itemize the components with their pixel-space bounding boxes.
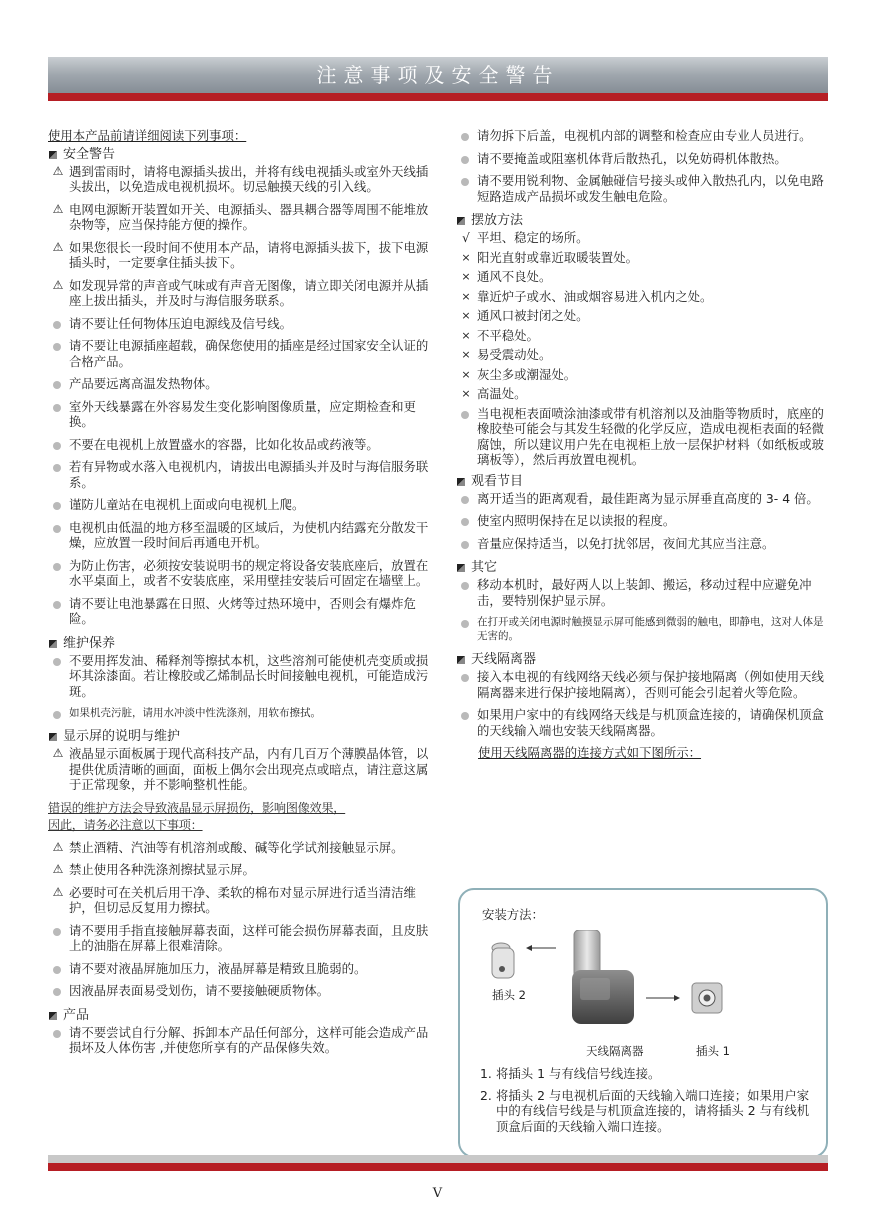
banner-red-stripe — [48, 93, 828, 101]
list-item-text: 请不要尝试自行分解、拆卸本产品任何部分，这样可能会造成产品损坏及人体伤害 ,并使您所享有的产品保修失效。 — [69, 1024, 429, 1055]
list-item — [456, 173, 830, 204]
warning-icon: ⚠ — [52, 839, 64, 854]
product-list — [48, 1025, 438, 1056]
list-item-text: 音量应保持适当，以免打扰邻居，夜间尤其应当注意。 — [477, 535, 775, 551]
install-step-1 — [480, 1066, 820, 1082]
bullet-dot-icon — [53, 502, 61, 510]
list-item-text: 易受震动处。 — [477, 347, 552, 362]
bullet-dot-icon — [461, 411, 469, 419]
screen-warning-line1: 错误的维护方法会导致液晶显示屏损伤，影响图像效果， — [48, 800, 346, 815]
list-item-text: 不要用挥发油、稀释剂等擦拭本机，这些溶剂可能使机壳变质或损坏其涂漆面。若让橡胶或乙烯制品长时间接触电视机，可能造成污斑。 — [69, 652, 429, 699]
list-item-text: 灰尘多或潮湿处。 — [477, 366, 577, 382]
warning-icon: ⚠ — [52, 239, 64, 254]
watching-list — [456, 491, 830, 552]
list-item-text: 如发现异常的声音或气味或有声音无图像，请立即关闭电源并从插座上拔出插头，并及时与海信服务联系。 — [69, 277, 429, 308]
list-item-text: 接入本电视的有线网络天线必须与保护接地隔离（例如使用天线隔离器来进行保护接地隔离），否则可能会引起着火等危险。 — [477, 669, 824, 700]
warning-icon: ⚠ — [52, 884, 64, 899]
list-item-text: 请不要让任何物体压迫电源线及信号线。 — [69, 315, 293, 331]
diagram-graphic — [490, 930, 810, 1062]
bullet-dot-icon — [53, 321, 61, 329]
maintenance-list — [48, 653, 438, 721]
list-item — [48, 240, 438, 271]
cross-icon: × — [461, 309, 471, 322]
arrow-right-icon — [646, 995, 680, 1001]
list-item — [48, 706, 438, 720]
bullet-dot-icon — [53, 442, 61, 450]
bullet-dot-icon — [461, 541, 469, 549]
bullet-dot-icon — [461, 712, 469, 720]
list-item-text: 禁止使用各种洗涤剂擦拭显示屏。 — [69, 862, 255, 877]
list-item-text: 禁止酒精、汽油等有机溶剂或酸、碱等化学试剂接触显示屏。 — [69, 839, 404, 855]
list-item — [48, 558, 438, 589]
page-number: V — [432, 1186, 443, 1201]
screen-list — [48, 840, 438, 999]
bullet-dot-icon — [461, 156, 469, 164]
cross-icon: × — [461, 387, 471, 400]
safety-list — [48, 164, 438, 627]
intro-text: 使用本产品前请详细阅读下列事项： — [48, 128, 247, 143]
list-item — [456, 707, 830, 738]
list-item-text: 高温处。 — [477, 386, 527, 401]
list-item — [48, 1025, 438, 1056]
section-heading-screen: 显示屏的说明与维护 — [48, 727, 438, 746]
list-item-text: 为防止伤害，必须按安装说明书的规定将设备安装底座后，放置在水平桌面上，或者不安装底座，采用壁挂安装后可固定在墙壁上。 — [69, 557, 429, 588]
warning-icon: ⚠ — [52, 201, 64, 216]
list-item-text: 请不要用手指直接触屏幕表面，这样可能会损伤屏幕表面，且皮肤上的油脂在屏幕上很难清除。 — [69, 922, 429, 953]
list-item — [456, 669, 830, 700]
list-item-text: 请勿拆下后盖，电视机内部的调整和检查应由专业人员进行。 — [477, 128, 812, 143]
bullet-dot-icon — [461, 518, 469, 526]
bullet-dot-icon — [461, 496, 469, 504]
list-item-text: 靠近炉子或水、油或烟容易进入机内之处。 — [477, 288, 713, 304]
list-item — [48, 653, 438, 700]
plug-1-label: 插头 1 — [696, 1044, 730, 1058]
warning-icon: ⚠ — [52, 862, 64, 876]
list-item-text: 室外天线暴露在外容易发生变化影响图像质量，应定期检查和更换。 — [69, 398, 416, 429]
list-item-text: 平坦、稳定的场所。 — [477, 230, 589, 245]
right-column — [456, 128, 830, 761]
list-item-text: 如果您很长一段时间不使用本产品，请将电源插头拔下，拔下电源插头时，一定要拿住插头拔下。 — [69, 239, 429, 270]
list-item — [456, 513, 830, 529]
warning-icon: ⚠ — [52, 163, 64, 178]
list-item-text: 阳光直射或靠近取暖装置处。 — [477, 249, 639, 265]
bullet-dot-icon — [53, 1030, 61, 1038]
other-list — [456, 577, 830, 643]
bullet-dot-icon — [53, 601, 61, 609]
list-item-text: 不要在电视机上放置盛水的容器，比如化妆品或药液等。 — [69, 436, 379, 452]
arrow-left-icon — [526, 945, 556, 951]
list-item — [48, 596, 438, 627]
list-item-text: 请不要掩盖或阻塞机体背后散热孔，以免妨碍机体散热。 — [477, 150, 787, 166]
list-item — [48, 202, 438, 233]
list-item-text: 离开适当的距离观看，最佳距离为显示屏垂直高度的 3- 4 倍。 — [477, 490, 819, 506]
list-item — [456, 128, 830, 144]
list-item — [456, 308, 830, 324]
list-item — [48, 399, 438, 430]
isolator-list — [456, 669, 830, 738]
list-item-text: 产品要远离高温发热物体。 — [69, 376, 218, 391]
list-item-text: 通风不良处。 — [477, 269, 552, 284]
bullet-dot-icon — [53, 381, 61, 389]
left-column — [48, 128, 438, 1063]
bullet-dot-icon — [53, 966, 61, 974]
list-item — [456, 269, 830, 285]
bullet-dot-icon — [53, 711, 61, 719]
list-item-text: 移动本机时，最好两人以上装卸、搬运，移动过程中应避免冲击，要特别保护显示屏。 — [477, 577, 812, 608]
list-item — [48, 862, 438, 878]
warning-icon: ⚠ — [52, 277, 64, 292]
bullet-dot-icon — [461, 620, 469, 628]
list-item — [48, 840, 438, 856]
install-panel — [458, 888, 828, 1158]
list-item — [456, 347, 830, 363]
screen-note — [48, 746, 438, 793]
list-item-text: 电视机由低温的地方移至温暖的区域后，为使机内结露充分散发干燥，应放置一段时间后再通电开机。 — [69, 519, 429, 550]
step-1-text: 将插头 1 与有线信号线连接。 — [496, 1066, 661, 1081]
list-item — [48, 278, 438, 309]
list-item-text: 当电视柜表面喷涂油漆或带有机溶剂以及油脂等物质时，底座的橡胶垫可能会与其发生轻微的化学反应，造成电视柜表面的轻微腐蚀，所以建议用户先在电视柜上放一层保护材料（如纸板或玻璃板等），然后再放置电视机。 — [477, 405, 824, 467]
list-item — [48, 961, 438, 977]
placement-list — [456, 230, 830, 468]
bullet-dot-icon — [53, 658, 61, 666]
list-item-text: 通风口被封闭之处。 — [477, 308, 589, 323]
cross-icon: × — [461, 289, 471, 303]
footer-gray-stripe — [48, 1155, 828, 1163]
list-item-text: 因液晶屏表面易受划伤，请不要接触硬质物体。 — [69, 983, 330, 998]
list-item-text: 如果机壳污脏，请用水冲淡中性洗涤剂，用软布擦拭。 — [69, 707, 321, 719]
cross-icon: × — [461, 328, 471, 342]
step-2-number: 2. — [480, 1087, 492, 1103]
list-item — [48, 164, 438, 195]
footer-red-stripe — [48, 1163, 828, 1171]
section-heading-safety: 安全警告 — [48, 145, 438, 164]
list-item-text: 若有异物或水落入电视机内，请拔出电源插头并及时与海信服务联系。 — [69, 459, 429, 490]
section-heading-other: 其它 — [456, 558, 830, 577]
screen-note-text: 液晶显示面板属于现代高科技产品，内有几百万个薄膜晶体管，以提供优质清晰的画面，面板上偶尔会出现亮点或暗点，请注意这属于正常现象，并不影响整机性能。 — [69, 746, 429, 792]
plug-1-icon — [692, 983, 722, 1013]
section-heading-isolator: 天线隔离器 — [456, 650, 830, 669]
cross-icon: × — [461, 270, 471, 283]
bullet-dot-icon — [53, 563, 61, 571]
list-item — [48, 520, 438, 551]
list-item — [456, 230, 830, 246]
list-item — [48, 316, 438, 332]
page-title: 注意事项及安全警告 — [316, 63, 560, 87]
list-item — [48, 885, 438, 916]
bullet-dot-icon — [53, 988, 61, 996]
right-top-list — [456, 128, 830, 204]
plug-2-icon — [492, 943, 514, 978]
step-1-number: 1. — [480, 1066, 492, 1081]
screen-warning-line2: 因此，请务必注意以下事项： — [48, 817, 203, 832]
list-item — [456, 151, 830, 167]
list-item — [48, 459, 438, 490]
list-item-text: 谨防儿童站在电视机上面或向电视机上爬。 — [69, 497, 305, 512]
list-item-text: 使室内照明保持在足以读报的程度。 — [477, 513, 676, 528]
isolator-icon — [572, 930, 634, 1024]
isolator-label: 天线隔离器 — [586, 1044, 644, 1058]
section-heading-watching: 观看节目 — [456, 472, 830, 491]
bullet-dot-icon — [461, 582, 469, 590]
screen-warning-notice — [48, 800, 438, 834]
list-item — [48, 376, 438, 392]
list-item-text: 必要时可在关机后用干净、柔软的棉布对显示屏进行适当清洁维护，但切忌反复用力擦拭。 — [69, 884, 416, 915]
checkmark-icon: √ — [462, 230, 470, 245]
cross-icon: × — [461, 348, 471, 361]
install-title: 安装方法： — [482, 907, 544, 922]
list-item — [48, 923, 438, 954]
list-item-text: 请不要用锐利物、金属触碰信号接头或伸入散热孔内，以免电路短路造成产品损坏或发生触电危险。 — [477, 173, 824, 204]
bullet-dot-icon — [461, 133, 469, 141]
list-item-text: 电网电源断开装置如开关、电源插头、器具耦合器等周围不能堆放杂物等，应当保持能方便的操作。 — [69, 201, 429, 232]
list-item — [456, 615, 830, 643]
connection-caption: 使用天线隔离器的连接方式如下图所示： — [478, 745, 702, 760]
list-item-text: 请不要对液晶屏施加压力，液晶屏幕是精致且脆弱的。 — [69, 960, 367, 976]
bullet-dot-icon — [53, 404, 61, 412]
title-banner — [48, 57, 828, 93]
install-step-2 — [480, 1088, 820, 1135]
plug-2-label: 插头 2 — [492, 988, 526, 1002]
isolator-diagram — [490, 930, 810, 1062]
bullet-dot-icon — [53, 928, 61, 936]
list-item — [456, 577, 830, 608]
list-item-text: 如果用户家中的有线网络天线是与机顶盒连接的，请确保机顶盒的天线输入端也安装天线隔离器。 — [477, 707, 824, 738]
list-item — [456, 386, 830, 402]
bullet-dot-icon — [53, 343, 61, 351]
list-item — [456, 406, 830, 468]
section-heading-maintenance: 维护保养 — [48, 634, 438, 653]
install-steps — [480, 1066, 820, 1140]
step-2-text: 将插头 2 与电视机后面的天线输入端口连接；如果用户家中的有线信号线是与机顶盒连接的，请将插头 2 与有线机顶盒后面的天线输入端口连接。 — [496, 1087, 810, 1134]
bullet-dot-icon — [461, 674, 469, 682]
list-item — [456, 367, 830, 383]
list-item-text: 请不要让电池暴露在日照、火烤等过热环境中，否则会有爆炸危险。 — [69, 595, 416, 626]
list-item — [456, 536, 830, 552]
list-item — [456, 289, 830, 305]
list-item — [48, 983, 438, 999]
list-item-text: 遇到雷雨时，请将电源插头拔出，并将有线电视插头或室外天线插头拔出，以免造成电视机损坏。切忌触摸天线的引入线。 — [69, 163, 429, 194]
bullet-dot-icon — [53, 464, 61, 472]
warning-icon: ⚠ — [52, 746, 64, 760]
list-item — [456, 491, 830, 507]
list-item-text: 不平稳处。 — [477, 327, 539, 343]
section-heading-placement: 摆放方法 — [456, 211, 830, 230]
list-item — [48, 338, 438, 369]
bullet-dot-icon — [53, 525, 61, 533]
list-item — [48, 497, 438, 513]
list-item-text: 请不要让电源插座超载，确保您使用的插座是经过国家安全认证的合格产品。 — [69, 338, 429, 369]
list-item — [48, 437, 438, 453]
section-heading-product: 产品 — [48, 1006, 438, 1025]
list-item — [456, 250, 830, 266]
cross-icon: × — [461, 367, 471, 381]
list-item-text: 在打开或关闭电源时触摸显示屏可能感到微弱的触电，即静电，这对人体是无害的。 — [477, 616, 824, 642]
cross-icon: × — [461, 250, 471, 264]
bullet-dot-icon — [461, 178, 469, 186]
list-item — [456, 328, 830, 344]
